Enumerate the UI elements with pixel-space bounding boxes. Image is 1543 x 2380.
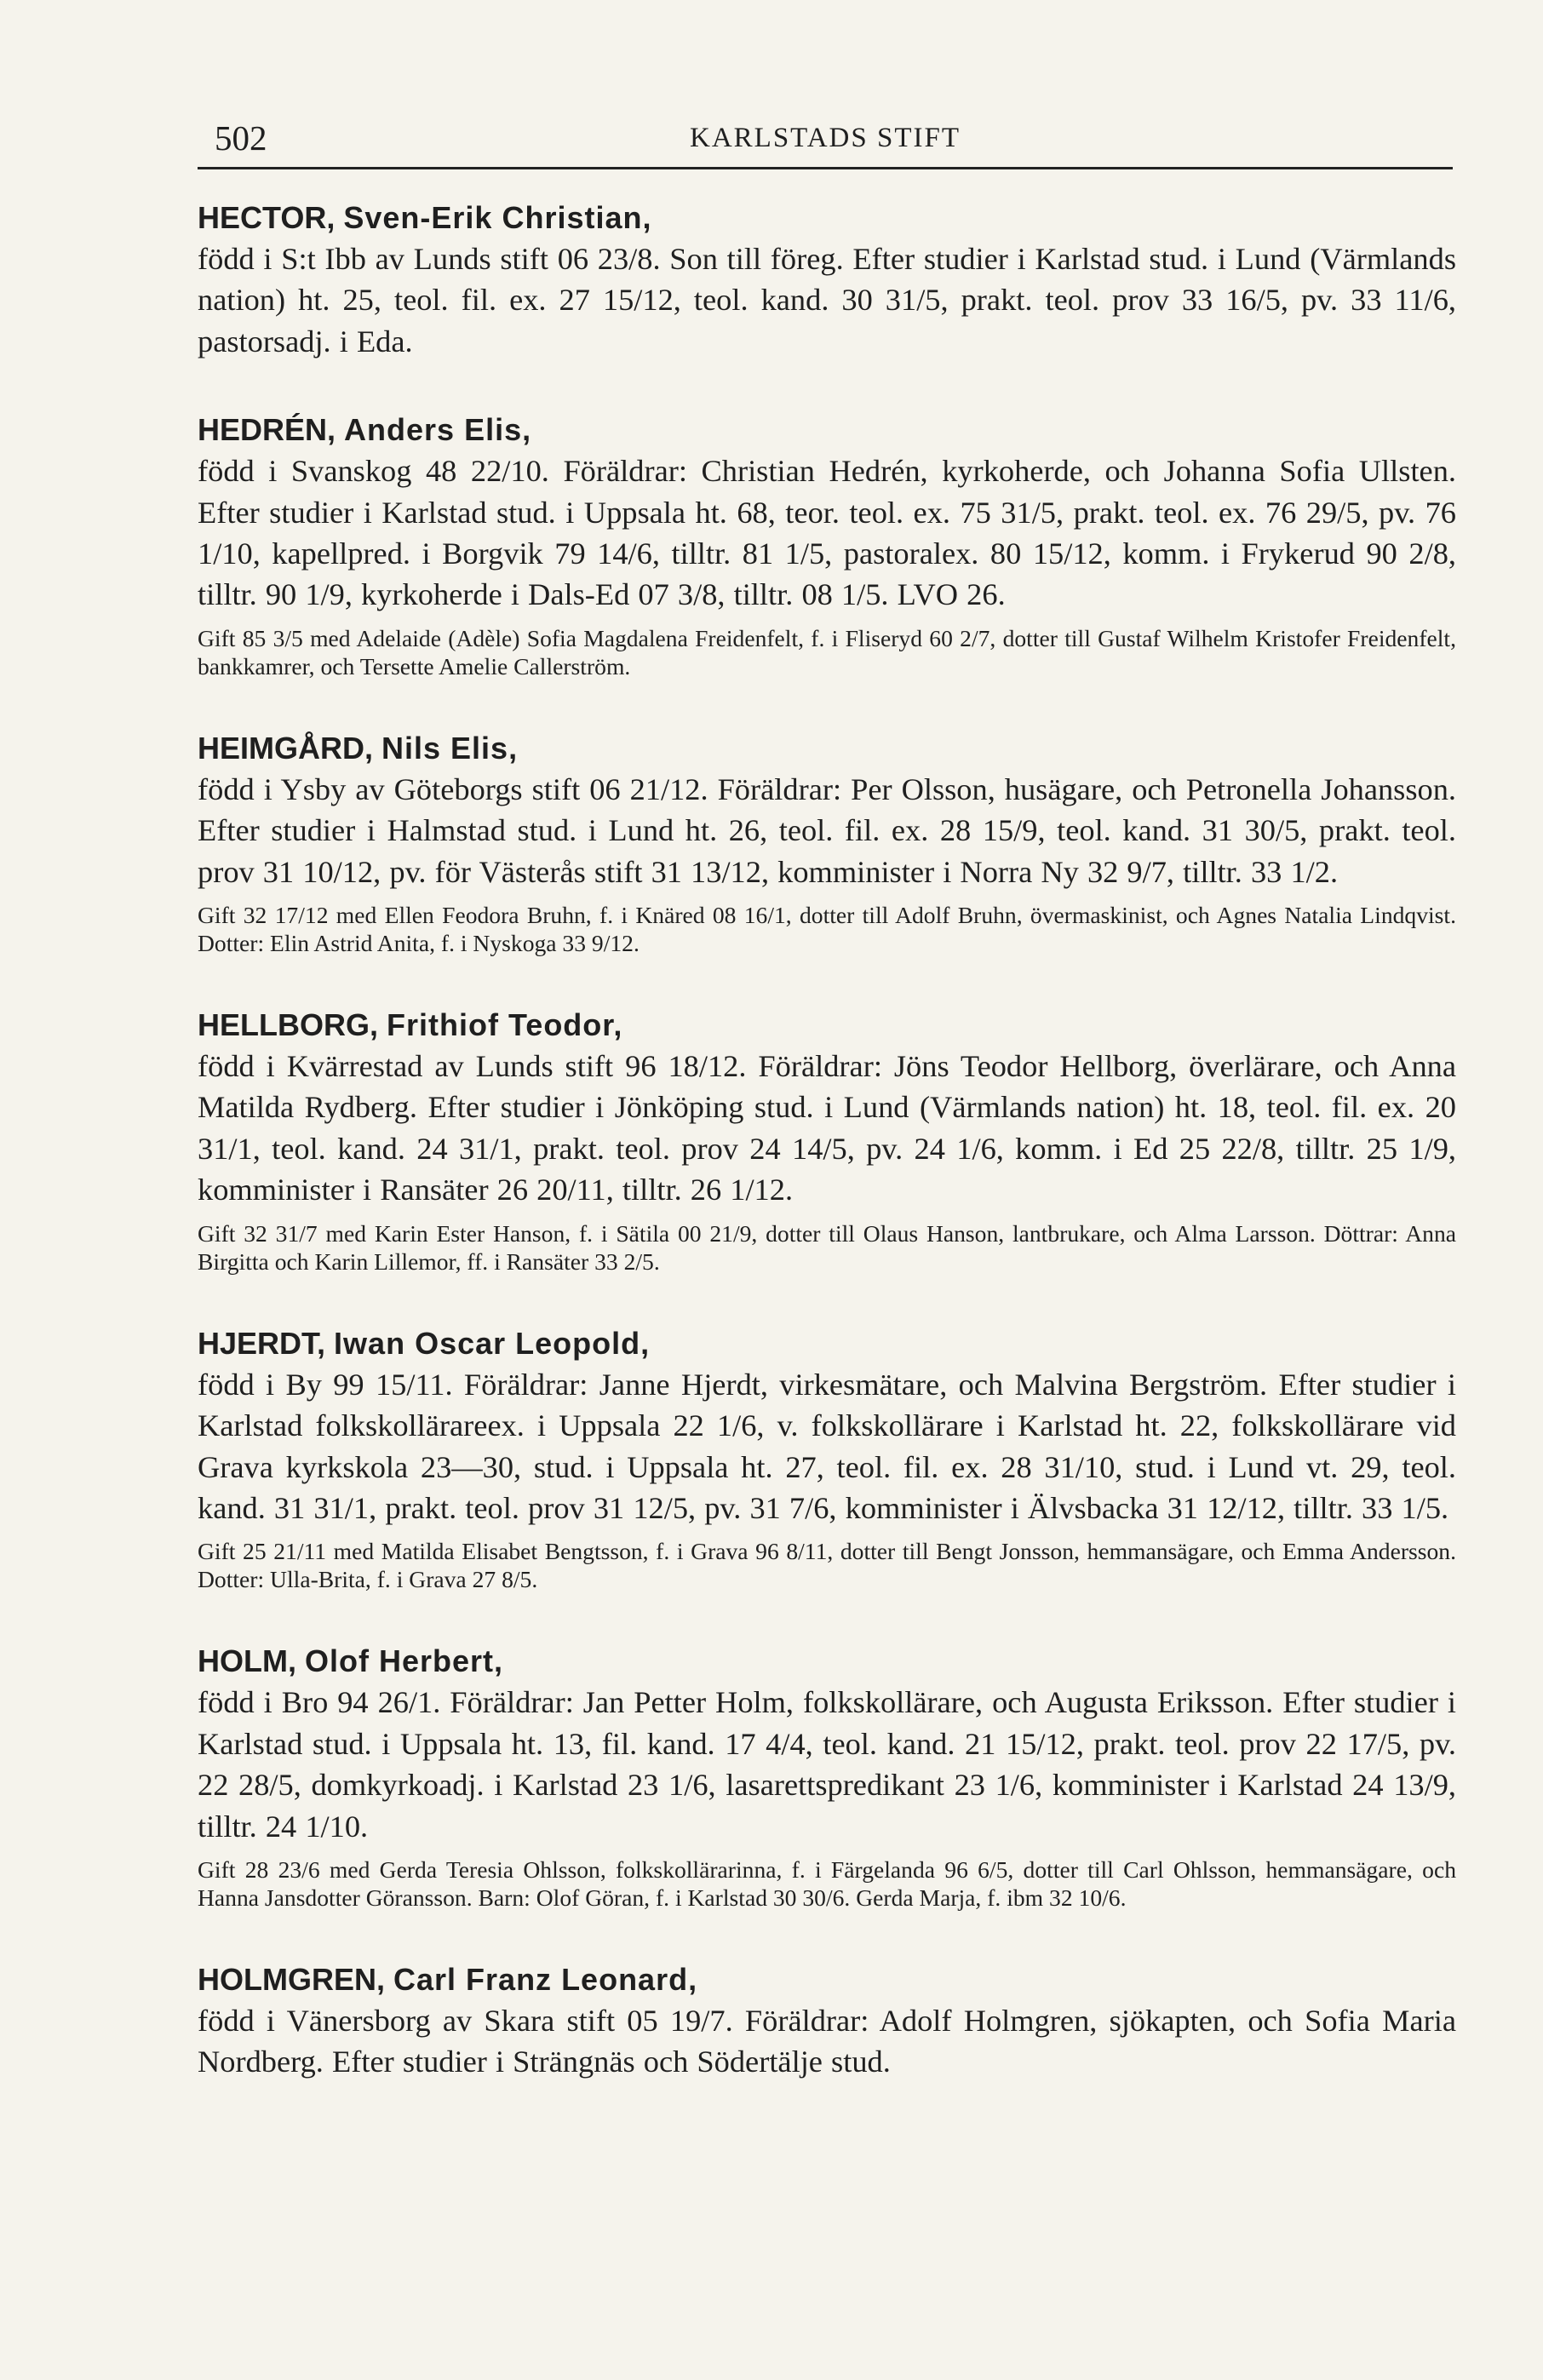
- entry-surname: HEDRÉN,: [198, 412, 336, 448]
- entry-hjerdt: [198, 1323, 1456, 1594]
- entry-body: född i Vänersborg av Skara stift 05 19/7. Föräldrar: Adolf Holmgren, sjökapten, och Sofia Maria Nordberg. Efter studier i Strängnäs och Södertälje stud.: [198, 2003, 1456, 2079]
- entry-holmgren: [198, 1959, 1456, 2083]
- entry-heading: [198, 728, 1456, 769]
- entry-holm: [198, 1641, 1456, 1912]
- entry-body: född i Bro 94 26/1. Föräldrar: Jan Petter Holm, folkskollärare, och Augusta Eriksson. Efter studier i Karlstad stud. i Uppsala ht. 13, fil. kand. 17 4/4, teol. kand. 21 15/12, prakt. teol. prov 22 17/5, pv. 22 28/5, domkyrkoadj. i Karlstad 23 1/6, lasarettspredikant 23 1/6, komminister i Karlstad 24 13/9, tilltr. 24 1/10.: [198, 1685, 1456, 1844]
- entry-given-names: Olof Herbert,: [305, 1643, 504, 1679]
- running-head: [198, 116, 1453, 169]
- entry-heimgard: [198, 728, 1456, 957]
- page-number: 502: [215, 118, 267, 158]
- running-title: KARLSTADS STIFT: [690, 123, 961, 153]
- entry-body: född i Kvärrestad av Lunds stift 96 18/12. Föräldrar: Jöns Teodor Hellborg, överlärare, och Anna Matilda Rydberg. Efter studier i Jönköping stud. i Lund (Värmlands nation) ht. 18, teol. fil. ex. 20 31/1, teol. kand. 24 31/1, prakt. teol. prov 24 14/5, pv. 24 1/6, komm. i Ed 25 22/8, tilltr. 25 1/9, komminister i Ransäter 26 20/11, tilltr. 26 1/12.: [198, 1049, 1456, 1207]
- entry-given-names: Anders Elis,: [344, 412, 532, 448]
- entry-given-names: Sven-Erik Christian,: [343, 200, 652, 235]
- entry-surname: HOLM,: [198, 1643, 296, 1679]
- entry-given-names: Carl Franz Leonard,: [393, 1961, 698, 1997]
- entry-surname: HOLMGREN,: [198, 1961, 385, 1997]
- entry-heading: [198, 410, 1456, 450]
- entry-marriage: Gift 85 3/5 med Adelaide (Adèle) Sofia Magdalena Freidenfelt, f. i Fliseryd 60 2/7, dotter till Gustaf Wilhelm Kristofer Freidenfelt, bankkamrer, och Tersette Amelie Callerström.: [198, 624, 1456, 680]
- entry-body: född i Svanskog 48 22/10. Föräldrar: Christian Hedrén, kyrkoherde, och Johanna Sofia Ullsten. Efter studier i Karlstad stud. i Uppsala ht. 68, teor. teol. ex. 75 31/5, prakt. teol. ex. 76 29/5, pv. 76 1/10, kapellpred. i Borgvik 79 14/6, tilltr. 81 1/5, pastoralex. 80 15/12, komm. i Frykerud 90 2/8, tilltr. 90 1/9, kyrkoherde i Dals-Ed 07 3/8, tilltr. 08 1/5. LVO 26.: [198, 454, 1456, 612]
- entry-heading: [198, 1323, 1456, 1364]
- entries-list: [198, 198, 1456, 2131]
- entry-surname: HECTOR,: [198, 200, 336, 235]
- entry-hedren: [198, 410, 1456, 680]
- entry-given-names: Frithiof Teodor,: [387, 1007, 623, 1043]
- entry-given-names: Iwan Oscar Leopold,: [334, 1325, 651, 1361]
- entry-surname: HEIMGÅRD,: [198, 730, 373, 766]
- entry-body: född i By 99 15/11. Föräldrar: Janne Hjerdt, virkesmätare, och Malvina Bergström. Efter studier i Karlstad folkskollärareex. i Uppsala 22 1/6, v. folkskollärare i Karlstad ht. 22, folkskollärare vid Grava kyrkskola 23—30, stud. i Uppsala ht. 27, teol. fil. ex. 28 31/10, stud. i Lund vt. 29, teol. kand. 31 31/1, prakt. teol. prov 31 12/5, pv. 31 7/6, komminister i Älvsbacka 31 12/12, tilltr. 33 1/5.: [198, 1367, 1456, 1525]
- entry-body: född i S:t Ibb av Lunds stift 06 23/8. Son till föreg. Efter studier i Karlstad stud. i Lund (Värmlands nation) ht. 25, teol. fil. ex. 27 15/12, teol. kand. 30 31/5, prakt. teol. prov 33 16/5, pv. 33 11/6, pastorsadj. i Eda.: [198, 242, 1456, 358]
- entry-heading: [198, 1959, 1456, 2000]
- entry-given-names: Nils Elis,: [381, 730, 519, 766]
- entry-marriage: Gift 32 31/7 med Karin Ester Hanson, f. i Sätila 00 21/9, dotter till Olaus Hanson, lantbrukare, och Alma Larsson. Döttrar: Anna Birgitta och Karin Lillemor, ff. i Ransäter 33 2/5.: [198, 1219, 1456, 1275]
- entry-marriage: Gift 28 23/6 med Gerda Teresia Ohlsson, folkskollärarinna, f. i Färgelanda 96 6/5, dotter till Carl Ohlsson, hemmansägare, och Hanna Jansdotter Göransson. Barn: Olof Göran, f. i Karlstad 30 30/6. Gerda Marja, f. ibm 32 10/6.: [198, 1855, 1456, 1911]
- entry-marriage: Gift 32 17/12 med Ellen Feodora Bruhn, f. i Knäred 08 16/1, dotter till Adolf Bruhn, övermaskinist, och Agnes Natalia Lindqvist. Dotter: Elin Astrid Anita, f. i Nyskoga 33 9/12.: [198, 902, 1456, 957]
- entry-hellborg: [198, 1005, 1456, 1276]
- entry-heading: [198, 1641, 1456, 1682]
- entry-heading: [198, 198, 1456, 238]
- entry-marriage: Gift 25 21/11 med Matilda Elisabet Bengtsson, f. i Grava 96 8/11, dotter till Bengt Jonsson, hemmansägare, och Emma Andersson. Dotter: Ulla-Brita, f. i Grava 27 8/5.: [198, 1538, 1456, 1593]
- entry-body: född i Ysby av Göteborgs stift 06 21/12. Föräldrar: Per Olsson, husägare, och Petronella Johansson. Efter studier i Halmstad stud. i Lund ht. 26, teol. fil. ex. 28 15/9, teol. kand. 31 30/5, prakt. teol. prov 31 10/12, pv. för Västerås stift 31 13/12, komminister i Norra Ny 32 9/7, tilltr. 33 1/2.: [198, 771, 1456, 889]
- entry-surname: HJERDT,: [198, 1325, 326, 1361]
- entry-hector: [198, 198, 1456, 362]
- entry-heading: [198, 1005, 1456, 1046]
- entry-surname: HELLBORG,: [198, 1007, 378, 1043]
